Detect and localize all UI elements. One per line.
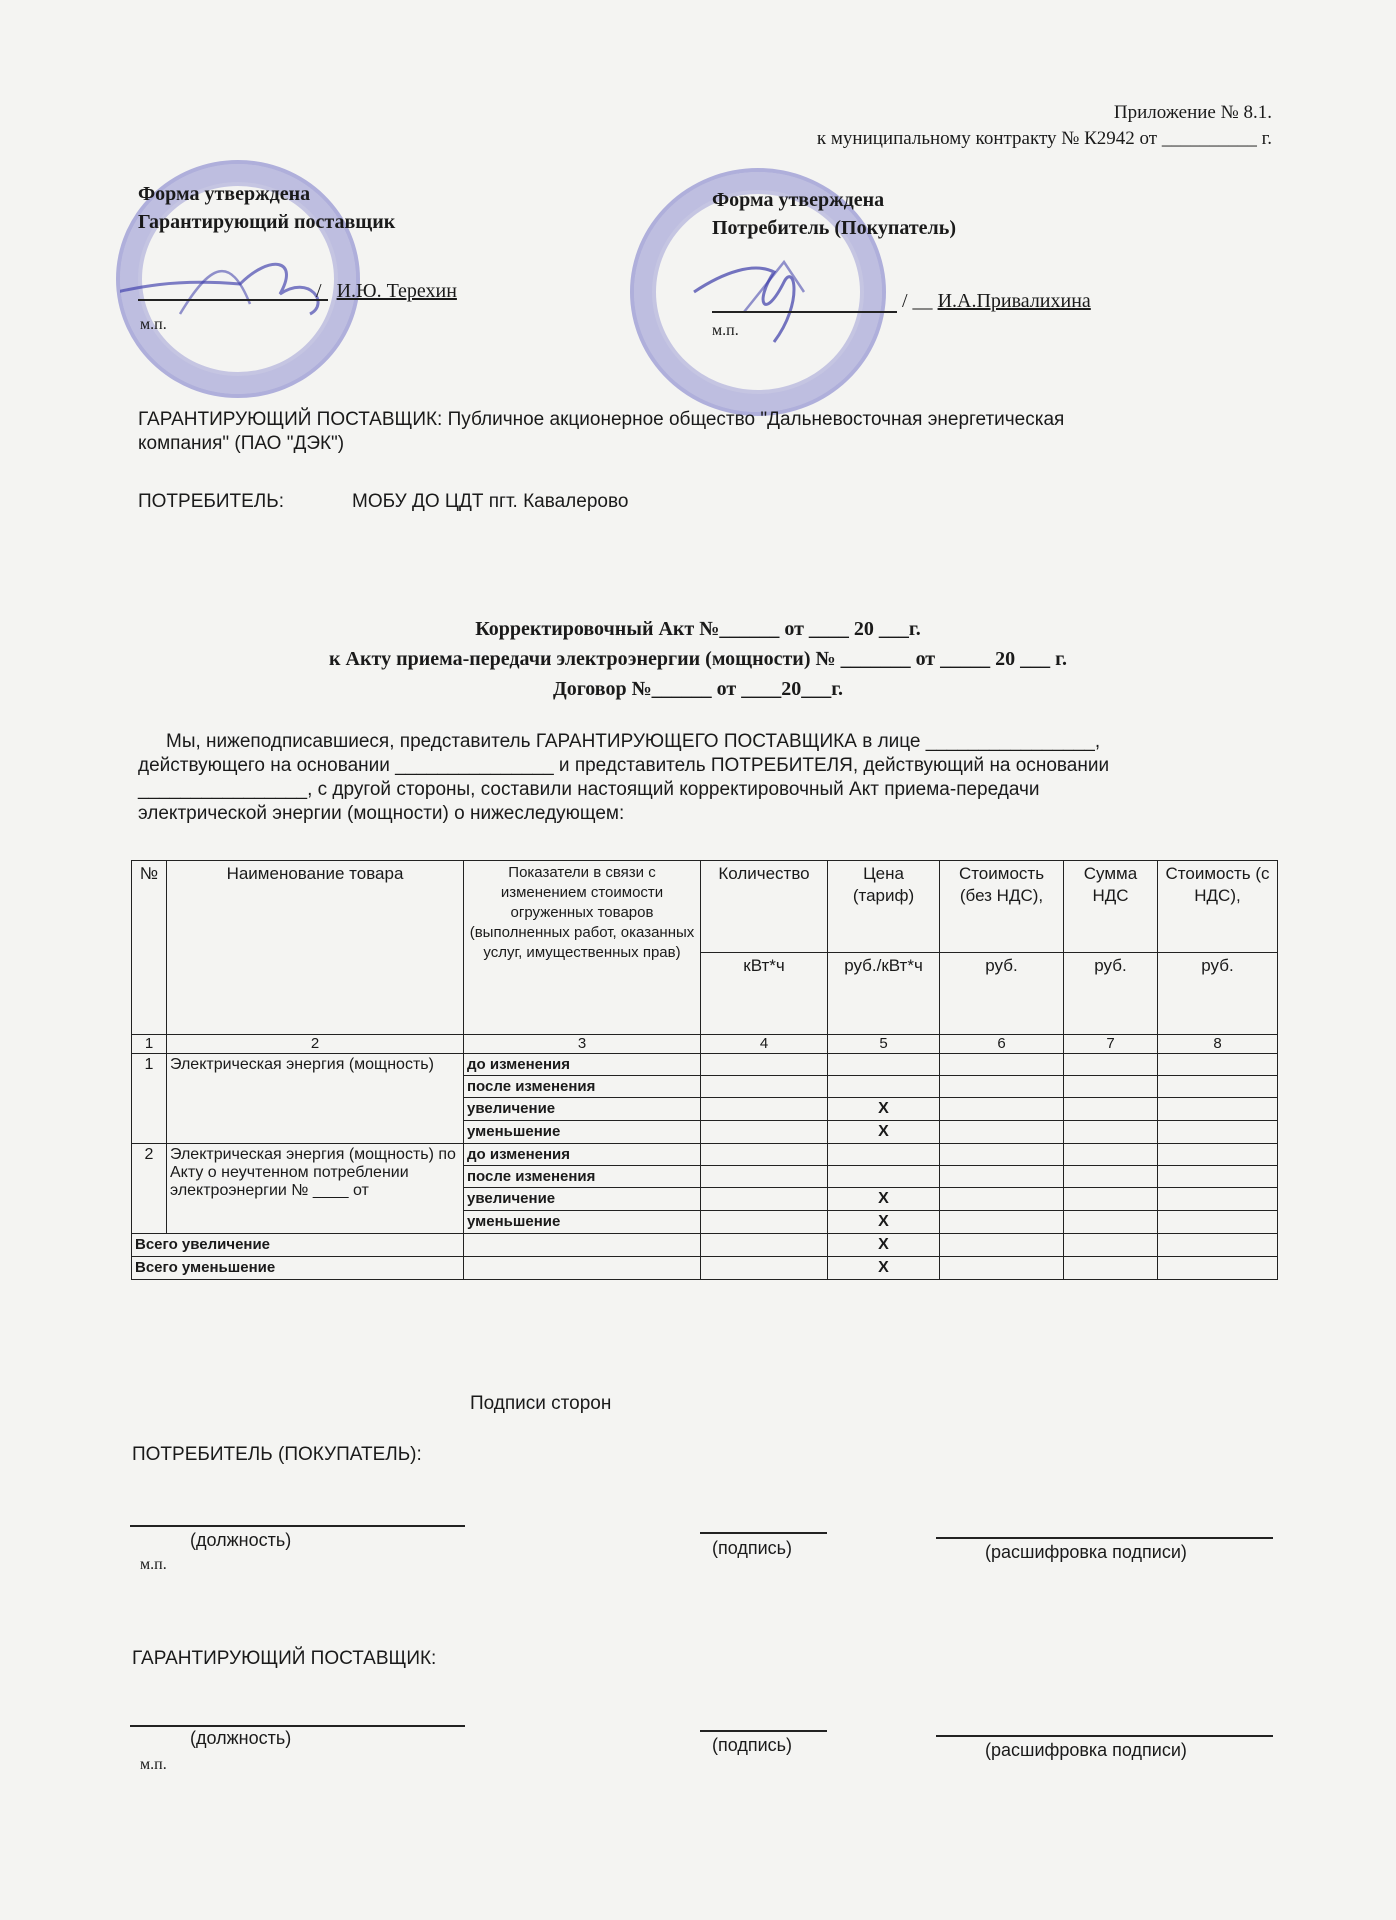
total-increase-label: Всего увеличение: [132, 1234, 464, 1257]
row2-product-name: Электрическая энергия (мощность) по Акту о неучтенном потреблении электроэнергии № ____ от: [167, 1144, 464, 1234]
consumer-mp: м.п.: [140, 1556, 167, 1573]
row1-decrease-x: Х: [828, 1121, 940, 1144]
column-numbers-row: [132, 1035, 1278, 1054]
total-increase-x: Х: [828, 1234, 940, 1257]
unit-cost: руб.: [940, 953, 1064, 1035]
right-signer-name: И.А.Привалихина: [937, 290, 1091, 312]
total-decrease-x: Х: [828, 1257, 940, 1280]
row2-decrease-x: Х: [828, 1211, 940, 1234]
para-line4: электрической энергии (мощности) о нижеследующем:: [138, 803, 625, 824]
header-num: №: [132, 861, 167, 1035]
approval-left: [138, 180, 395, 236]
header-price: Цена (тариф): [828, 861, 940, 953]
consumer-decoding-caption: (расшифровка подписи): [985, 1542, 1187, 1562]
supplier-signature-label: ГАРАНТИРУЮЩИЙ ПОСТАВЩИК:: [132, 1648, 437, 1669]
col-num-4: 4: [701, 1035, 828, 1054]
supplier-decoding-line: [936, 1735, 1273, 1737]
left-signer: / И.Ю. Терехин: [316, 280, 457, 302]
supplier-mp: м.п.: [140, 1756, 167, 1773]
total-decrease-label: Всего уменьшение: [132, 1257, 464, 1280]
approval-right-line2: Потребитель (Покупатель): [712, 217, 957, 239]
supplier-decoding-caption: (расшифровка подписи): [985, 1740, 1187, 1760]
consumer-decoding-line: [936, 1537, 1273, 1539]
row2-after: после изменения: [464, 1166, 701, 1188]
approval-left-line1: Форма утверждена: [138, 183, 311, 205]
para-line3: ________________, с другой стороны, составили настоящий корректировочный Акт приема-передачи: [138, 779, 1040, 800]
col-num-5: 5: [828, 1035, 940, 1054]
para-line2: действующего на основании _______________ и представитель ПОТРЕБИТЕЛЯ, действующий на основании: [138, 755, 1110, 776]
right-mp: м.п.: [712, 322, 739, 339]
appendix-line1: Приложение № 8.1.: [1113, 102, 1272, 123]
col-num-8: 8: [1158, 1035, 1278, 1054]
row2-increase-x: Х: [828, 1188, 940, 1211]
left-signer-name: И.Ю. Терехин: [336, 280, 457, 302]
left-mp: м.п.: [140, 316, 167, 333]
col-num-2: 2: [167, 1035, 464, 1054]
approval-right-line1: Форма утверждена: [712, 189, 885, 211]
row1-before: до изменения: [464, 1054, 701, 1076]
row2-num: 2: [132, 1144, 167, 1234]
row1-increase: увеличение: [464, 1098, 701, 1121]
unit-vat: руб.: [1064, 953, 1158, 1035]
supplier-line2: компания" (ПАО "ДЭК"): [138, 433, 345, 454]
act-table: [131, 860, 1278, 1280]
col-num-6: 6: [940, 1035, 1064, 1054]
right-signer: / __ И.А.Привалихина: [902, 290, 1091, 312]
header-cost-no-vat: Стоимость (без НДС),: [940, 861, 1064, 953]
consumer-value: МОБУ ДО ЦДТ пгт. Кавалерово: [352, 491, 629, 512]
consumer-label: ПОТРЕБИТЕЛЬ:: [138, 491, 285, 512]
left-signature-line: [138, 299, 328, 301]
approval-left-line2: Гарантирующий поставщик: [138, 211, 396, 233]
header-indicators: Показатели в связи с изменением стоимости огруженных товаров (выполненных работ, оказанных услуг, имущественных прав): [464, 861, 701, 1035]
title-line3: Договор №______ от ____20___г.: [552, 678, 844, 700]
row2-before: до изменения: [464, 1144, 701, 1166]
supplier-position-caption: (должность): [190, 1728, 292, 1748]
consumer-signature-caption: (подпись): [712, 1538, 793, 1558]
supplier-info: [138, 408, 1064, 456]
header-product-name: Наименование товара: [167, 861, 464, 1035]
consumer-signature-line: [700, 1532, 827, 1534]
col-num-1: 1: [132, 1035, 167, 1054]
unit-total: руб.: [1158, 953, 1278, 1035]
title-line2: к Акту приема-передачи электроэнергии (мощности) № _______ от _____ 20 ___ г.: [329, 648, 1067, 670]
supplier-signature-caption: (подпись): [712, 1735, 793, 1755]
unit-price: руб./кВт*ч: [828, 953, 940, 1035]
row1-decrease: уменьшение: [464, 1121, 701, 1144]
row1-increase-x: Х: [828, 1098, 940, 1121]
unit-quantity: кВт*ч: [701, 953, 828, 1035]
col-num-7: 7: [1064, 1035, 1158, 1054]
header-cost-with-vat: Стоимость (с НДС),: [1158, 861, 1278, 953]
row1-num: 1: [132, 1054, 167, 1144]
row2-increase: увеличение: [464, 1188, 701, 1211]
header-quantity: Количество: [701, 861, 828, 953]
total-decrease-row: [132, 1257, 1278, 1280]
para-line1: Мы, нижеподписавшиеся, представитель ГАРАНТИРУЮЩЕГО ПОСТАВЩИКА в лице ________________,: [166, 731, 1101, 752]
supplier-signature-line: [700, 1730, 827, 1732]
consumer-position-line: [130, 1525, 465, 1527]
supplier-line1: ГАРАНТИРУЮЩИЙ ПОСТАВЩИК: Публичное акционерное общество "Дальневосточная энергетическая: [138, 409, 1065, 430]
row1-after: после изменения: [464, 1076, 701, 1098]
act-title: [0, 614, 1396, 704]
appendix-note: [817, 100, 1272, 152]
consumer-signature-label: ПОТРЕБИТЕЛЬ (ПОКУПАТЕЛЬ):: [132, 1444, 422, 1465]
consumer-position-caption: (должность): [190, 1530, 292, 1550]
signatures-heading: Подписи сторон: [470, 1393, 612, 1414]
intro-paragraph: [138, 730, 1278, 826]
col-num-3: 3: [464, 1035, 701, 1054]
total-increase-row: [132, 1234, 1278, 1257]
table-row: [132, 1054, 1278, 1076]
right-signature-line: [712, 311, 897, 313]
supplier-position-line: [130, 1725, 465, 1727]
approval-right: [712, 186, 956, 242]
header-vat: Сумма НДС: [1064, 861, 1158, 953]
appendix-line2: к муниципальному контракту № К2942 от __________ г.: [816, 128, 1272, 149]
row2-decrease: уменьшение: [464, 1211, 701, 1234]
table-row: [132, 1144, 1278, 1166]
row1-product-name: Электрическая энергия (мощность): [167, 1054, 464, 1144]
title-line1: Корректировочный Акт №______ от ____ 20 ___г.: [475, 618, 921, 640]
